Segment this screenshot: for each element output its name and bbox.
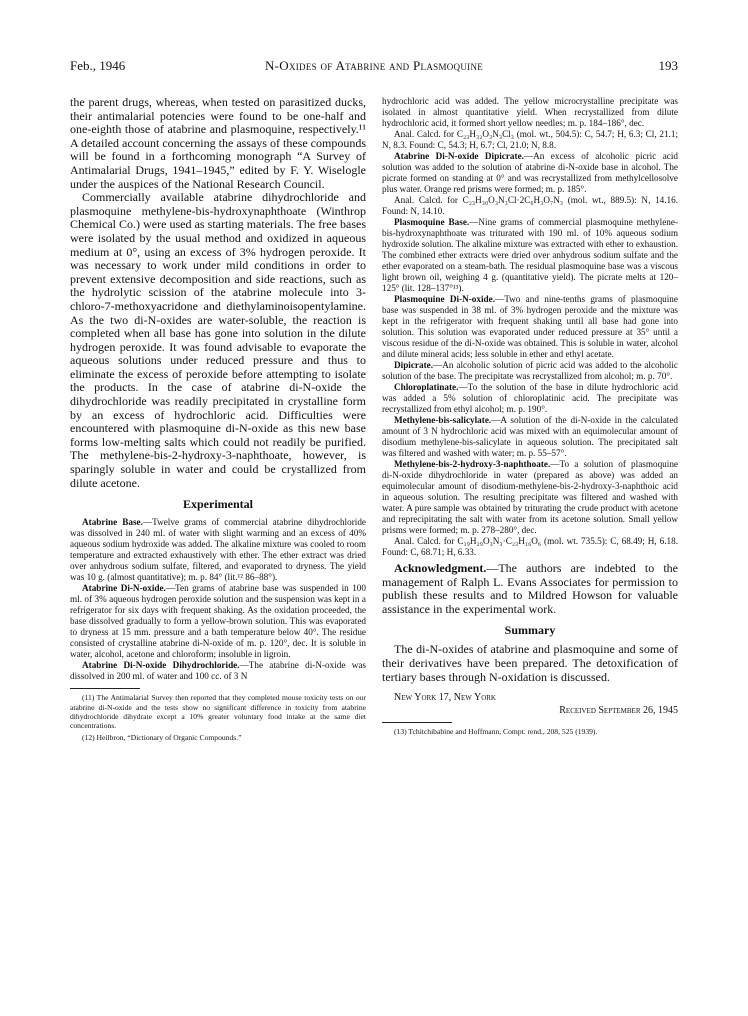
dihydrochloride-title: Atabrine Di-N-oxide Dihydrochloride. [82,660,240,671]
analysis-2: Anal. Calcd. for C₂₃H₃₀O₃N₃Cl·2C₆H₃O₇N₃ (mol. wt., 889.5): N, 14.16. Found: N, 14.10. [382,195,678,216]
header-title: N-Oxides of Atabrine and Plasmoquine [264,58,484,73]
plasmoquine-dioxide-text: —Two and nine-tenths grams of plasmoquine base was suspended in 38 ml. of 3% hydrogen peroxide and the mixture was kept in the refrigerator with frequent shaking until all base had gone into solution. This solution was evaporated under reduced pressure at 35° until a viscous residue of the di-N-oxide was obtained. This is soluble in water, alcohol and dilute mineral acids; less soluble in ether and ethyl acetate. [382,294,678,359]
running-header [70,58,678,80]
footnote-divider [70,688,140,689]
analysis-3: Anal. Calcd. for C₁₉H₂₉O₃N₃·C₂₃H₁₆O₆ (mol. wt. 735.5): C, 68.49; H, 6.18. Found: C, 68.71; H, 6.33. [382,536,678,557]
footnote-13: (13) Tchitchibabine and Hoffmann, Compt. rend., 208, 525 (1939). [394,727,598,737]
footnote-12: (12) Heilbron, “Dictionary of Organic Compounds.” [82,732,242,742]
dihydrochloride-text: —The atabrine di-N-oxide was dissolved in 200 ml. of water and 100 cc. of 3 N [70,660,366,682]
experimental-heading: Experimental [183,497,253,512]
two-column-body [70,96,678,742]
intro-paragraph-2: Commercially available atabrine dihydrochloride and plasmoquine methylene-bis-hydroxynaphthoate (Winthrop Chemical Co.) were used as starting materials. The free bases were isolated by the usual method and oxidized in aqueous medium at 0°, using an excess of 3% hydrogen peroxide. It was necessary to work under mild conditions in order to prevent extensive decomposition and side reactions, such as the hydrolytic scission of the atabrine molecule into 3-chloro-7-methoxyacridone and diethylaminoisopentylamine. As the two di-N-oxides are water-soluble, the reaction is completed when all base has gone into solution in the dilute hydrogen peroxide. It was found advisable to evaporate the aqueous solutions under reduced pressure and thus to eliminate the excess of peroxide before attempting to isolate the products. In the case of atabrine di-N-oxide the dihydrochloride was readily precipitated in crystalline form by an excess of hydrochloric acid. Difficulties were encountered with plasmoquine di-N-oxide as this new base forms low-melting salts which could not readily be purified. The methylene-bis-2-hydroxy-3-naphthoate, however, is sparingly soluble in water and could be crystallized from dilute acetone. [70,190,366,490]
atabrine-dioxide-paragraph [70,583,366,660]
atabrine-base-text: —Twelve grams of commercial atabrine dihydrochloride was dissolved in 240 ml. of water with slight warming and an excess of 40% aqueous sodium hydroxide was added. The alkaline mixture was cooled to room temperature and extracted exhaustively with ether. The ether extract was dried over anhydrous sodium sulfate, filtered, and evaporated to dryness. The yield was 10 g. (almost quantitative); m. p. 84° (lit.¹² 86–88°). [70,517,366,583]
left-column [70,96,366,742]
plasmoquine-dioxide-paragraph [382,294,678,360]
dipicrate-title: Atabrine Di-N-oxide Dipicrate. [394,151,524,161]
footnote-divider-right [382,722,452,723]
chloroplatinate-paragraph [382,382,678,415]
dipicrate2-title: Dipicrate. [394,360,434,370]
naphthoate-title: Methylene-bis-2-hydroxy-3-naphthoate. [394,459,551,469]
acknowledgment-paragraph [382,562,678,616]
atabrine-dioxide-title: Atabrine Di-N-oxide. [82,583,166,594]
right-column [382,96,678,742]
salicylate-title: Methylene-bis-salicylate. [394,415,492,425]
plasmoquine-dioxide-title: Plasmoquine Di-N-oxide. [394,294,495,304]
plasmoquine-base-text: —Nine grams of commercial plasmoquine methylene-bis-hydroxynaphthoate was triturated with 190 ml. of 10% aqueous sodium hydroxide solution. The alkaline mixture was extracted with ether to exhaustion. The combined ether extracts were dried over anhydrous sodium sulfate and the ether evaporated on a steam-bath. The residual plasmoquine base was a viscous light brown oil, weighing 4 g. (quantitative yield). The picrate melts at 120–125° (lit. 128–137°¹³). [382,217,678,293]
analysis-1: Anal. Calcd. for C₂₃H₃₂O₃N₃Cl₃ (mol. wt., 504.5): C, 54.7; H, 6.3; Cl, 21.1; N, 8.3. Found: C, 54.3; H, 6.7; Cl, 21.0; N, 8.8. [382,129,678,150]
atabrine-base-title: Atabrine Base. [82,517,143,528]
dipicrate2-paragraph [382,360,678,382]
acknowledgment-title: Acknowledgment. [394,561,487,575]
intro-paragraph-1: the parent drugs, whereas, when tested on parasitized ducks, their antimalarial potencies were found to be one-half and one-eighth those of atabrine and plasmoquine, respectively.¹¹ A detailed account concerning the assays of these compounds will be found in a forthcoming monograph “A Survey of Antimalarial Drugs, 1941–1945,” edited by F. Y. Wiselogle under the auspices of the National Research Council. [70,95,366,191]
atabrine-dioxide-text: —Ten grams of atabrine base was suspended in 100 ml. of 3% aqueous hydrogen peroxide solution and the suspension was kept in a refrigerator for six days with frequent shaking. As the oxidation proceeded, the base dissolved gradually to form a yellow-brown solution. This was evaporated to dryness at 15 mm. pressure and a bath temperature below 40°. The residue consisted of crystalline atabrine di-N-oxide of m. p. 120°, dec. It is soluble in water, alcohol, acetone and chloroform; insoluble in ligroin. [70,583,366,660]
acknowledgment-text: —The authors are indebted to the management of Ralph L. Evans Associates for permission to publish these results and to Mildred Howson for valuable assistance in the experimental work. [382,561,678,616]
received-line: Received September 26, 1945 [559,705,678,717]
plasmoquine-base-paragraph [382,217,678,294]
naphthoate-paragraph [382,459,678,536]
hcl-paragraph: hydrochloric acid was added. The yellow microcrystalline precipitate was isolated in almost quantitative yield. When recrystallized from dilute hydrochloric acid, it formed short yellow needles; m. p. 184–186°, dec. [382,96,678,128]
chloroplatinate-text: —To the solution of the base in dilute hydrochloric acid was added a 5% solution of chloroplatinic acid. The precipitate was recrystallized from ethyl alcohol; m. p. 190°. [382,382,678,414]
dipicrate-paragraph [382,151,678,195]
salicylate-paragraph [382,415,678,459]
place-line: New York 17, New York [394,692,496,704]
salicylate-text: —A solution of the di-N-oxide in the calculated amount of 3 N hydrochloric acid was mixed with an equimolecular amount of disodium methylene-bis-salicylate in aqueous solution. The precipitated salt was filtered and washed with water; m. p. 55–57°. [382,415,678,458]
dihydrochloride-paragraph [70,660,366,682]
dipicrate2-text: —An alcoholic solution of picric acid was added to the alcoholic solution of the base. The precipitate was recrystallized from alcohol; m. p. 70°. [382,360,678,381]
chloroplatinate-title: Chloroplatinate. [394,382,459,392]
atabrine-base-paragraph [70,517,366,583]
summary-heading: Summary [504,623,556,638]
naphthoate-text: —To a solution of plasmoquine di-N-oxide dihydrochloride in water (prepared as above) was added an equimolecular amount of disodium-methylene-bis-2-hydroxy-3-naphthoic acid in aqueous solution. The resulting precipitate was filtered and washed with water. A pure sample was obtained by triturating the crude product with acetone and reprecipitating the salt with water from its acetone solution. Small yellow prisms were formed; m. p. 278–280°, dec. [382,459,678,535]
plasmoquine-base-title: Plasmoquine Base. [394,217,470,227]
footnote-11: (11) The Antimalarial Survey then reported that they completed mouse toxicity tests on our atabrine di-N-oxide and the tests show no significant difference in toxicity from atabrine dihydrochloride dihydrate except a 10% greater voluntary food intake at the same diet concentrations. [70,693,366,731]
dipicrate-text: —An excess of alcoholic picric acid solution was added to the solution of atabrine di-N-oxide base in alcohol. The picrate formed on standing at 0° and was recrystallized from methylcellosolve plus water. Orange red prisms were formed; m. p. 185°. [382,151,679,194]
summary-text: The di-N-oxides of atabrine and plasmoquine and some of their derivatives have been prepared. The detoxification of tertiary bases through N-oxidation is discussed. [382,642,678,684]
page-number: 193 [658,58,678,73]
header-date: Feb., 1946 [70,58,126,73]
